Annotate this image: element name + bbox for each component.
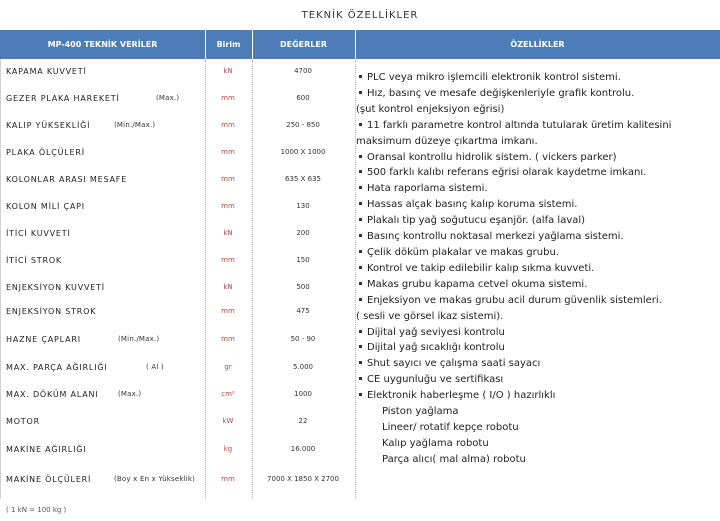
spec-name: MOTOR [6,417,40,426]
feature-item [356,261,718,277]
feature-text: Parça alıcı( mal alma) robotu [382,453,526,465]
feature-text: Basınç kontrollu noktasal merkezi yağlama sistemi. [367,231,624,243]
header-unit: Birim [216,40,241,49]
spec-value: 16.000 [290,445,316,453]
spec-name: MAKİNE AĞIRLIĞI [6,445,87,454]
spec-name: KOLONLAR ARASI MESAFE [6,175,128,184]
features-list [356,70,718,468]
feature-item [356,388,718,404]
spec-unit: kW [222,417,234,425]
feature-item [356,372,718,388]
feature-text: Shut sayıcı ve çalışma saati sayacı [367,358,541,370]
feature-text: CE uygunluğu ve sertifikası [367,374,504,386]
spec-row [0,220,355,247]
feature-text: (şut kontrol enjeksiyon eğrisi) [356,103,505,115]
spec-name: ENJEKSİYON STROK [6,307,97,316]
spec-name: MAX. DÖKÜM ALANI [6,390,99,399]
feature-item [356,404,718,420]
feature-item [356,325,718,341]
spec-name: ENJEKSİYON KUVVETİ [6,283,105,292]
spec-name: GEZER PLAKA HAREKETİ [6,94,120,103]
table-title: TEKNİK ÖZELLİKLER [301,10,419,21]
feature-item [356,70,718,86]
feature-item [356,118,718,134]
feature-text: Hata raporlama sistemi. [367,183,488,195]
header-spec: MP-400 TEKNİK VERİLER [47,40,158,49]
spec-unit: mm [221,94,235,102]
bullet-icon [359,282,362,285]
feature-item [356,150,718,166]
spec-unit: cm² [221,390,235,398]
feature-item [356,309,718,325]
spec-row [0,298,355,325]
feature-text: Hassas alçak basınç kalıp koruma sistemi. [367,199,578,211]
spec-name: KAPAMA KUVVETİ [6,67,87,76]
bullet-icon [359,250,362,253]
spec-unit: kN [223,67,233,75]
spec-unit: mm [221,307,235,315]
spec-name: İTİCİ STROK [6,256,62,265]
spec-unit: mm [221,121,235,129]
spec-value: 50 - 90 [290,335,316,343]
spec-value: 1000 [294,390,312,398]
spec-value: 635 X 635 [285,175,321,183]
spec-value: 130 [296,202,310,210]
bullet-icon [359,377,362,380]
spec-value: 22 [298,417,308,425]
feature-text: Plakalı tip yağ soğutucu eşanjör. (alfa laval) [367,215,586,227]
spec-row [0,466,355,493]
spec-row [0,139,355,166]
spec-note: (Max.) [118,390,142,398]
bullet-icon [359,123,362,126]
spec-row [0,58,355,85]
footnote: ( 1 kN = 100 kg ) [6,506,67,514]
spec-row [0,436,355,463]
feature-item [356,356,718,372]
spec-unit: kg [223,445,233,453]
bullet-icon [359,345,362,348]
header-value: DEĞERLER [279,40,328,49]
spec-name: İTİCİ KUVVETİ [6,229,71,238]
bullet-icon [359,202,362,205]
feature-text: PLC veya mikro işlemcili elektronik kontrol sistemi. [367,72,621,83]
bullet-icon [359,298,362,301]
spec-row [0,408,355,435]
spec-unit: mm [221,256,235,264]
feature-text: Lineer/ rotatif kepçe robotu [382,421,519,433]
spec-unit: mm [221,202,235,210]
spec-value: 250 - 850 [286,121,320,129]
feature-item [356,213,718,229]
feature-text: Oransal kontrollu hidrolik sistem. ( vickers parker) [367,151,617,163]
spec-unit: mm [221,335,235,343]
spec-unit: kN [223,229,233,237]
spec-unit: kN [223,283,233,291]
feature-text: Enjeksiyon ve makas grubu acil durum güvenlik sistemleri. [367,294,662,306]
bullet-icon [359,330,362,333]
bullet-icon [359,155,362,158]
spec-value: 4700 [294,67,312,75]
spec-row [0,274,355,301]
spec-value: 500 [296,283,310,291]
bullet-icon [359,234,362,237]
feature-text: Dijital yağ sıcaklığı kontrolu [367,342,505,354]
spec-row [0,247,355,274]
feature-item [356,436,718,452]
spec-row [0,193,355,220]
feature-text: Dijital yağ seviyesi kontrolu [367,326,505,338]
spec-value: 475 [296,307,310,315]
feature-text: Kontrol ve takip edilebilir kalıp sıkma kuvveti. [367,262,595,274]
spec-name: PLAKA ÖLÇÜLERİ [6,148,85,157]
spec-name: MAX. PARÇA AĞIRLIĞI [6,363,108,372]
spec-note: ( Al ) [146,363,164,371]
feature-item [356,102,718,118]
table-header [0,30,720,59]
spec-name: KOLON MİLİ ÇAPI [6,202,85,211]
feature-text: 500 farklı kalıbı referans eğrisi olarak kaydetme imkanı. [367,167,647,179]
header-features: ÖZELLİKLER [510,40,565,49]
spec-unit: mm [221,148,235,156]
header-divider [355,30,356,59]
feature-item [356,452,718,468]
bullet-icon [359,75,362,78]
feature-item [356,277,718,293]
feature-item [356,293,718,309]
spec-note: (Boy x En x Yükseklik) [114,475,196,483]
bullet-icon [359,170,362,173]
spec-unit: mm [221,475,235,483]
spec-name: MAKİNE ÖLÇÜLERİ [6,475,92,484]
feature-item [356,134,718,150]
spec-value: 5.000 [292,363,314,371]
feature-text: Kalıp yağlama robotu [382,437,489,449]
spec-value: 7000 X 1850 X 2700 [267,475,339,483]
spec-row [0,112,355,139]
feature-item [356,340,718,356]
spec-row [0,354,355,381]
feature-text: maksimum düzeye çıkartma imkanı. [356,135,538,147]
spec-unit: mm [221,175,235,183]
bullet-icon [359,91,362,94]
spec-unit: gr [224,363,232,371]
spec-row [0,326,355,353]
feature-text: Makas grubu kapama cetvel okuma sistemi. [367,278,588,290]
feature-text: Elektronik haberleşme ( I/O ) hazırlıklı [367,390,556,402]
feature-item [356,197,718,213]
feature-item [356,181,718,197]
feature-text: Hız, basınç ve mesafe değişkenleriyle grafik kontrolu. [367,87,635,99]
spec-row [0,166,355,193]
bullet-icon [359,266,362,269]
feature-text: 11 farklı parametre kontrol altında tutularak üretim kalitesini [367,119,672,131]
bullet-icon [359,218,362,221]
spec-value: 150 [296,256,310,264]
spec-value: 600 [296,94,310,102]
feature-item [356,86,718,102]
spec-value: 200 [296,229,310,237]
feature-item [356,245,718,261]
spec-name: HAZNE ÇAPLARI [6,335,81,344]
bullet-icon [359,186,362,189]
spec-row [0,85,355,112]
spec-name: KALIP YÜKSEKLİĞİ [6,121,91,130]
header-divider [205,30,206,59]
feature-item [356,420,718,436]
feature-text: ( sesli ve görsel ikaz sistemi). [356,310,504,322]
feature-item [356,165,718,181]
spec-note: (Max.) [156,94,180,102]
header-divider [252,30,253,59]
spec-row [0,381,355,408]
feature-text: Çelik döküm plakalar ve makas grubu. [367,246,559,258]
bullet-icon [359,393,362,396]
feature-text: Piston yağlama [382,406,459,418]
spec-note: (Min./Max.) [118,335,160,343]
bullet-icon [359,361,362,364]
spec-value: 1000 X 1000 [280,148,326,156]
spec-note: (Min./Max.) [114,121,156,129]
feature-item [356,229,718,245]
